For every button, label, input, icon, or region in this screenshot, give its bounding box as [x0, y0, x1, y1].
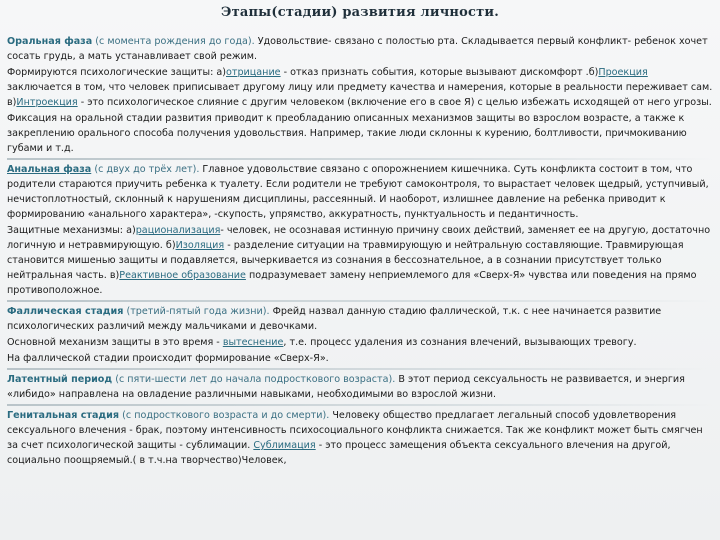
phallic-stage-name: Фаллическая стадия: [7, 306, 124, 317]
section-divider: [7, 300, 713, 302]
oral-phase-intro: [7, 34, 713, 65]
genital-stage-range: (с подросткового возраста и до смерти).: [122, 410, 330, 421]
mechanism-denial-link[interactable]: отрицание: [225, 67, 281, 78]
oral-defenses-text-c: - это психологическое слияние с другим человеком (включение его в свое Я) с целью избежать исходящей от него угрозы.: [77, 97, 712, 108]
phallic-defenses-text: , т.е. процесс удаления из сознания влечений, вызывающих тревогу.: [283, 337, 637, 348]
oral-phase-text: Удовольствие- связано с полостью рта. Складывается первый конфликт- ребенок хочет сосать грудь, а мать устанавливает свой режим.: [7, 36, 708, 62]
latent-period-text: В этот период сексуальность не развивается, и энергия «либидо» направлена на овладение различными навыками, необходимыми во взрослой жизни.: [7, 374, 685, 400]
anal-phase-section: [7, 162, 713, 299]
anal-defenses-text-b: - разделение ситуации на травмирующую и нейтральную составляющие. Травмирующая становится мишенью защиты и подавляется, вычеркивается из сознания в бессознательное, а в сознании присутствует только нейтральная часть. в): [7, 240, 684, 281]
mechanism-reaction-formation-link[interactable]: Реактивное образование: [119, 270, 246, 281]
oral-defenses-text-a: - отказ признать события, которые вызывают дискомфорт .б): [280, 67, 599, 78]
section-divider: [7, 368, 713, 370]
mechanism-rationalization-link[interactable]: рационализация: [135, 225, 221, 236]
anal-phase-text: Главное удовольствие связано с опорожнением кишечника. Суть конфликта состоит в том, что родители стараются приучить ребенка к туалету. Если родители не требуют самоконтроля, то вырастает человек щедрый, уступчивый, нечистоплотностый, склонный к нарушениям дисциплины, рассеянный. И наоборот, излишнее давление на ребенка приводит к формированию «анального характера», -скупость, упрямство, аккуратность, пунктуальность и педантичность.: [7, 164, 709, 220]
anal-phase-range: (с двух до трёх лет).: [94, 164, 200, 175]
oral-phase-range: (с момента рождения до года).: [95, 36, 255, 47]
anal-defenses-lead: Защитные механизмы: а): [7, 225, 136, 236]
anal-phase-defenses: [7, 223, 713, 299]
anal-defenses-text-c: подразумевает замену неприемлемого для «Сверх-Я» чувства или поведения на прямо противоположное.: [7, 270, 697, 296]
section-divider: [7, 404, 713, 406]
phallic-stage-defenses: [7, 335, 713, 351]
oral-phase-defenses: [7, 65, 713, 111]
latent-period-name: Латентный период: [7, 374, 113, 385]
anal-phase-name: Анальная фаза: [7, 164, 92, 175]
oral-phase-fixation: Фиксация на оральной стадии развития приводит к преобладанию описанных механизмов защиты во взрослом возрасте, а также к закреплению орального способа получения удовольствия. Например, такие люди склонны к курению, болтливости, причмокиванию губами и т.д.: [7, 113, 687, 154]
genital-stage-text: Человеку общество предлагает легальный способ удовлетворения сексуального влечения - брак, поэтому интенсивность психосоциального конфликта снижается. Так же конфликт может быть смягчен за счет психологической защиты - сублимации.: [7, 410, 703, 451]
oral-phase-name: Оральная фаза: [7, 36, 93, 47]
latent-period-range: (с пяти-шести лет до начала подросткового возраста).: [115, 374, 396, 385]
mechanism-sublimation-link[interactable]: Сублимация: [253, 440, 316, 451]
latent-period-section: [7, 372, 713, 403]
phallic-stage-text: Фрейд назвал данную стадию фаллической, т.к. с нее начинается развитие психологических различий между мальчиками и девочками.: [7, 306, 662, 332]
mechanism-introjection-link[interactable]: Интроекция: [16, 97, 78, 108]
phallic-stage-section: [7, 304, 713, 367]
genital-stage-text-b: - это процесс замещения объекта сексуального влечения на другой, социально поощряемый.( в т.ч.на творчество)Человек,: [7, 440, 671, 466]
oral-phase-section: [7, 34, 713, 157]
slide-title: Этапы(стадии) развития личности.: [221, 5, 499, 20]
anal-phase-intro: [7, 162, 713, 223]
genital-stage-section: [7, 408, 713, 469]
mechanism-isolation-link[interactable]: Изоляция: [175, 240, 225, 251]
mechanism-repression-link[interactable]: вытеснение: [222, 337, 284, 348]
oral-defenses-lead: Формируются психологические защиты: а): [7, 67, 226, 78]
phallic-stage-superego: На фаллической стадии происходит формирование «Сверх-Я».: [7, 353, 329, 364]
genital-stage-intro: [7, 408, 713, 469]
slide-content: [7, 34, 713, 469]
phallic-stage-intro: [7, 304, 713, 335]
mechanism-projection-link[interactable]: Проекция: [598, 67, 648, 78]
latent-period-intro: [7, 372, 713, 403]
genital-stage-name: Генитальная стадия: [7, 410, 120, 421]
phallic-stage-range: (третий-пятый года жизни).: [126, 306, 270, 317]
section-divider: [7, 158, 713, 160]
anal-defenses-text-a: - человек, не осознавая истинную причину своих действий, заменяет ее на другую, достаточно логичную и нетравмирующую. б): [7, 225, 711, 251]
phallic-defenses-lead: Основной механизм защиты в это время -: [7, 337, 223, 348]
oral-defenses-text-b: заключается в том, что человек приписывает другому лицу или предмету качества и намерения, которые в реальности переживает сам. в): [7, 82, 713, 108]
